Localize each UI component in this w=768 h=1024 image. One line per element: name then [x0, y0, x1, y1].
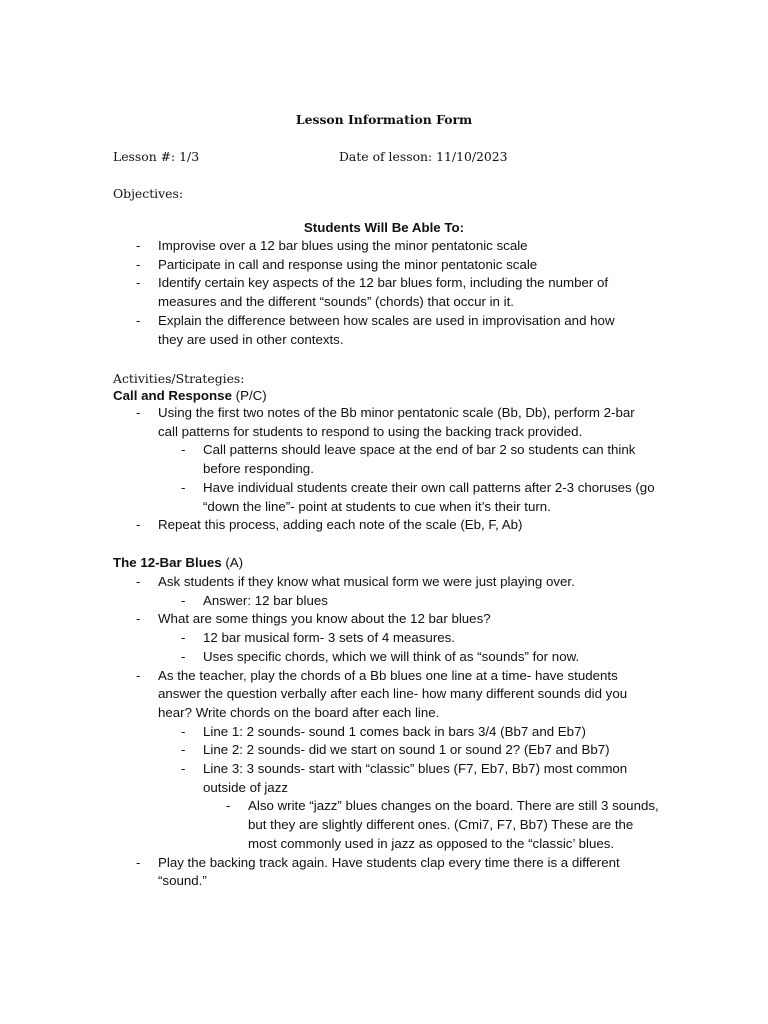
list-item: - Using the first two notes of the Bb minor pentatonic scale (Bb, Db), perform 2-bar call patterns for students to respond to using the backing track provided.	[136, 405, 635, 439]
list-item: - What are some things you know about the 12 bar blues?	[136, 611, 491, 627]
list-item: - Call patterns should leave space at the end of bar 2 so students can think before responding.	[181, 442, 636, 477]
blues-tag: (A)	[221, 555, 244, 570]
list-item: - As the teacher, play the chords of a Bb blues one line at a time- have students answer the question verbally after each line- how many different sounds did you hear? Write chords on the board after each line.	[136, 667, 628, 720]
blues-title: The 12-Bar Blues	[113, 555, 222, 570]
list-item: - Participate in call and response using the minor pentatonic scale	[136, 256, 538, 272]
list-item: - Ask students if they know what musical form we were just playing over.	[136, 574, 575, 589]
list-item: - Also write “jazz” blues changes on the board. There are still 3 sounds, but they are slightly different ones. (Cmi7, F7, Bb7) These are the most commonly used in jazz as opposed to the “classic’ blues.	[226, 798, 659, 851]
list-item: - Play the backing track again. Have students clap every time there is a different “sound.”	[136, 854, 620, 889]
list-item: - Identify certain key aspects of the 12 bar blues form, including the number of measures and the different “sounds” (chords) that occur in it.	[136, 275, 609, 310]
call-response-title: Call and Response	[113, 388, 232, 403]
call-response-tag: (P/C)	[231, 388, 267, 403]
swbat-heading: Students Will Be Able To:	[303, 220, 465, 235]
form-title: Lesson Information Form	[295, 112, 473, 127]
list-item: - 12 bar musical form- 3 sets of 4 measures.	[181, 630, 455, 646]
list-item: - Improvise over a 12 bar blues using the minor pentatonic scale	[136, 238, 528, 253]
list-item: - Uses specific chords, which we will think of as “sounds” for now.	[181, 648, 580, 664]
call-response-heading	[113, 388, 267, 403]
objectives-label: Objectives:	[113, 186, 184, 201]
blues-list	[0, 573, 768, 891]
list-item: - Repeat this process, adding each note of the scale (Eb, F, Ab)	[136, 517, 523, 533]
list-item: - Have individual students create their own call patterns after 2-3 choruses (go “down the line”- point at students to cue when it’s their turn.	[181, 479, 655, 514]
call-response-list	[0, 404, 768, 535]
blues-heading	[113, 555, 243, 570]
list-item: - Answer: 12 bar blues	[181, 592, 328, 608]
list-item: - Line 1: 2 sounds- sound 1 comes back in bars 3/4 (Bb7 and Eb7)	[181, 723, 586, 739]
list-item: - Line 2: 2 sounds- did we start on sound 1 or sound 2? (Eb7 and Bb7)	[181, 742, 610, 758]
objectives-list	[0, 237, 768, 349]
lesson-date: Date of lesson: 11/10/2023	[339, 149, 508, 164]
activities-label: Activities/Strategies:	[113, 371, 245, 386]
lesson-number: Lesson #: 1/3	[113, 149, 200, 164]
list-item: - Line 3: 3 sounds- start with “classic” blues (F7, Eb7, Bb7) most common outside of jazz	[181, 761, 628, 795]
list-item: - Explain the difference between how scales are used in improvisation and how they are used in other contexts.	[136, 312, 615, 347]
